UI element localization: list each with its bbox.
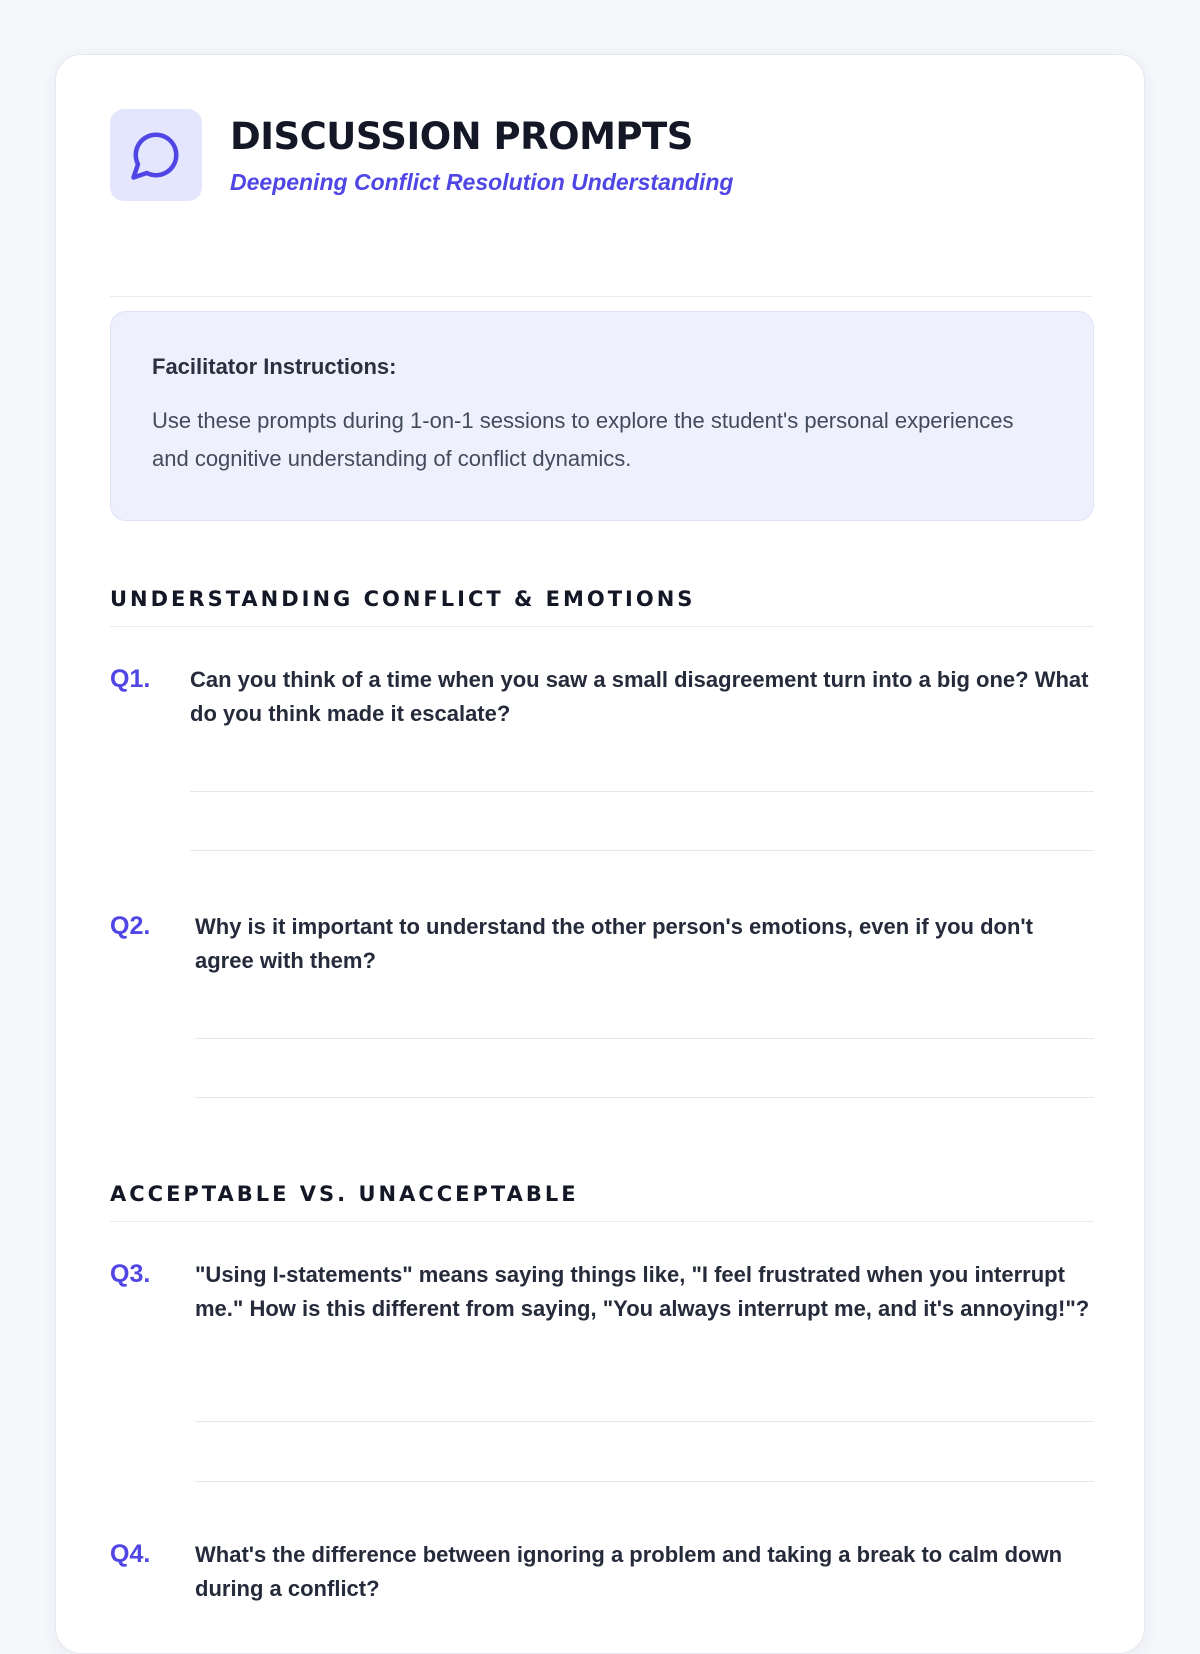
question-item	[110, 1538, 1094, 1638]
question-item	[110, 1258, 1094, 1483]
page-header	[110, 109, 1092, 297]
question-item	[110, 663, 1094, 853]
answer-line[interactable]	[195, 1038, 1094, 1039]
instructions-title: Facilitator Instructions:	[152, 354, 397, 379]
section-heading-understanding-conflict: UNDERSTANDING CONFLICT & EMOTIONS	[110, 581, 1094, 627]
question-text: What's the difference between ignoring a problem and taking a break to calm down during a conflict?	[195, 1542, 1063, 1601]
question-text: Why is it important to understand the other person's emotions, even if you don't agree with them?	[195, 914, 1033, 973]
answer-line[interactable]	[195, 1421, 1094, 1422]
question-number: Q1.	[110, 665, 151, 693]
section-heading-acceptable-vs-unacceptable: ACCEPTABLE VS. UNACCEPTABLE	[110, 1176, 1094, 1222]
page-subtitle: Deepening Conflict Resolution Understanding	[230, 169, 734, 195]
page-title: DISCUSSION PROMPTS	[230, 115, 693, 158]
answer-line[interactable]	[190, 850, 1094, 851]
answer-line[interactable]	[195, 1097, 1094, 1098]
prompts-card	[55, 54, 1145, 1654]
facilitator-instructions	[110, 311, 1094, 521]
chat-bubble-icon	[129, 128, 183, 182]
answer-line[interactable]	[195, 1481, 1094, 1482]
question-text: "Using I-statements" means saying things like, "I feel frustrated when you interrupt me." How is this different from saying, "You always interrupt me, and it's annoying!"?	[195, 1262, 1090, 1321]
question-item	[110, 910, 1094, 1100]
answer-line[interactable]	[190, 791, 1094, 792]
question-number: Q4.	[110, 1540, 151, 1568]
header-icon-box	[110, 109, 202, 201]
question-number: Q3.	[110, 1260, 151, 1288]
instructions-body: Use these prompts during 1-on-1 sessions to explore the student's personal experiences and cognitive understanding of conflict dynamics.	[152, 408, 1014, 471]
question-number: Q2.	[110, 912, 151, 940]
question-text: Can you think of a time when you saw a small disagreement turn into a big one? What do you think made it escalate?	[190, 667, 1089, 726]
